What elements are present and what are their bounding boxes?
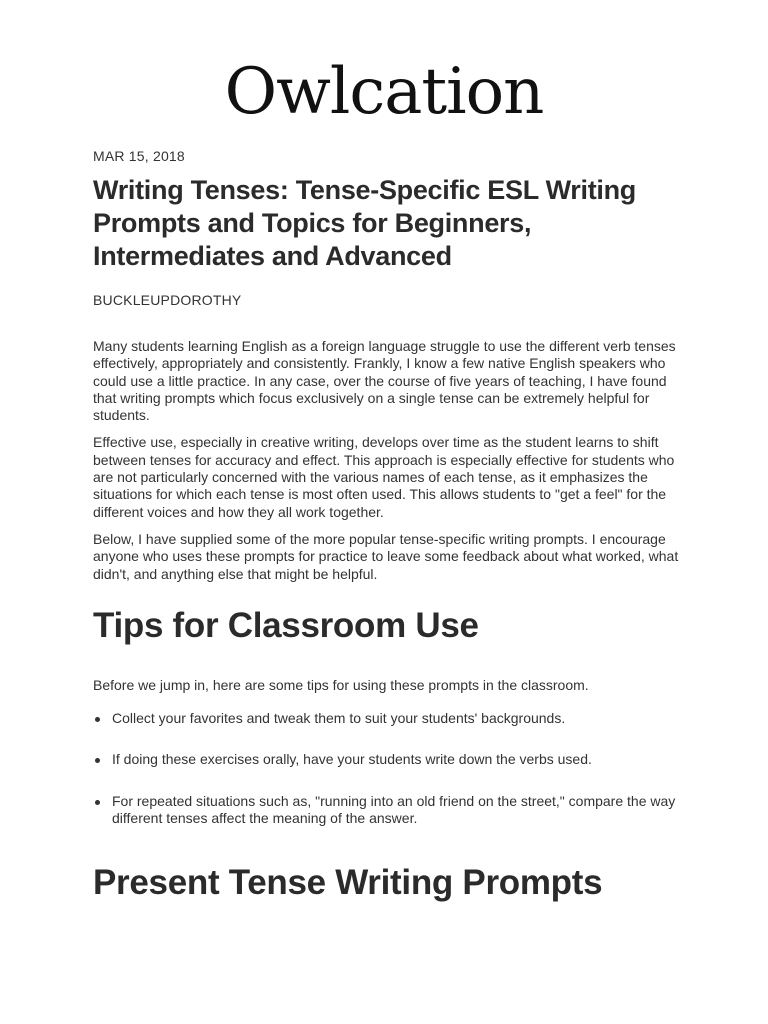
tips-intro: Before we jump in, here are some tips for using these prompts in the classroom. bbox=[93, 677, 589, 693]
site-logo[interactable]: Owlcation bbox=[224, 55, 544, 129]
list-item: Collect your favorites and tweak them to suit your students' backgrounds. bbox=[93, 710, 683, 727]
tips-list bbox=[93, 710, 683, 851]
list-item: If doing these exercises orally, have your students write down the verbs used. bbox=[93, 751, 683, 768]
article-title: Writing Tenses: Tense-Specific ESL Writing Prompts and Topics for Beginners, Intermediates and Advanced bbox=[93, 175, 636, 271]
section-heading-tips: Tips for Classroom Use bbox=[93, 606, 479, 645]
intro-paragraph: Effective use, especially in creative writing, develops over time as the student learns to shift between tenses for accuracy and effect. This approach is especially effective for students who are not particularly concerned with the various names of each tense, as it emphasizes the situations for which each tense is most often used. This allows students to "get a feel" for the different voices and how they all work together. bbox=[93, 434, 675, 520]
intro-paragraph: Many students learning English as a foreign language struggle to use the different verb tenses effectively, appropriately and consistently. Frankly, I know a few native English speakers who could use a little practice. In any case, over the course of five years of teaching, I have found that writing prompts which focus exclusively on a single tense can be extremely helpful for students. bbox=[93, 338, 676, 424]
article-intro bbox=[93, 338, 683, 593]
publish-date: MAR 15, 2018 bbox=[93, 148, 185, 164]
section-heading-present-tense: Present Tense Writing Prompts bbox=[93, 863, 603, 902]
intro-paragraph: Below, I have supplied some of the more popular tense-specific writing prompts. I encourage anyone who uses these prompts for practice to leave some feedback about what worked, what didn't, and anything else that might be helpful. bbox=[93, 530, 679, 582]
author-name[interactable]: BUCKLEUPDOROTHY bbox=[93, 292, 242, 308]
list-item: For repeated situations such as, "running into an old friend on the street," compare the way different tenses affect the meaning of the answer. bbox=[93, 793, 683, 828]
